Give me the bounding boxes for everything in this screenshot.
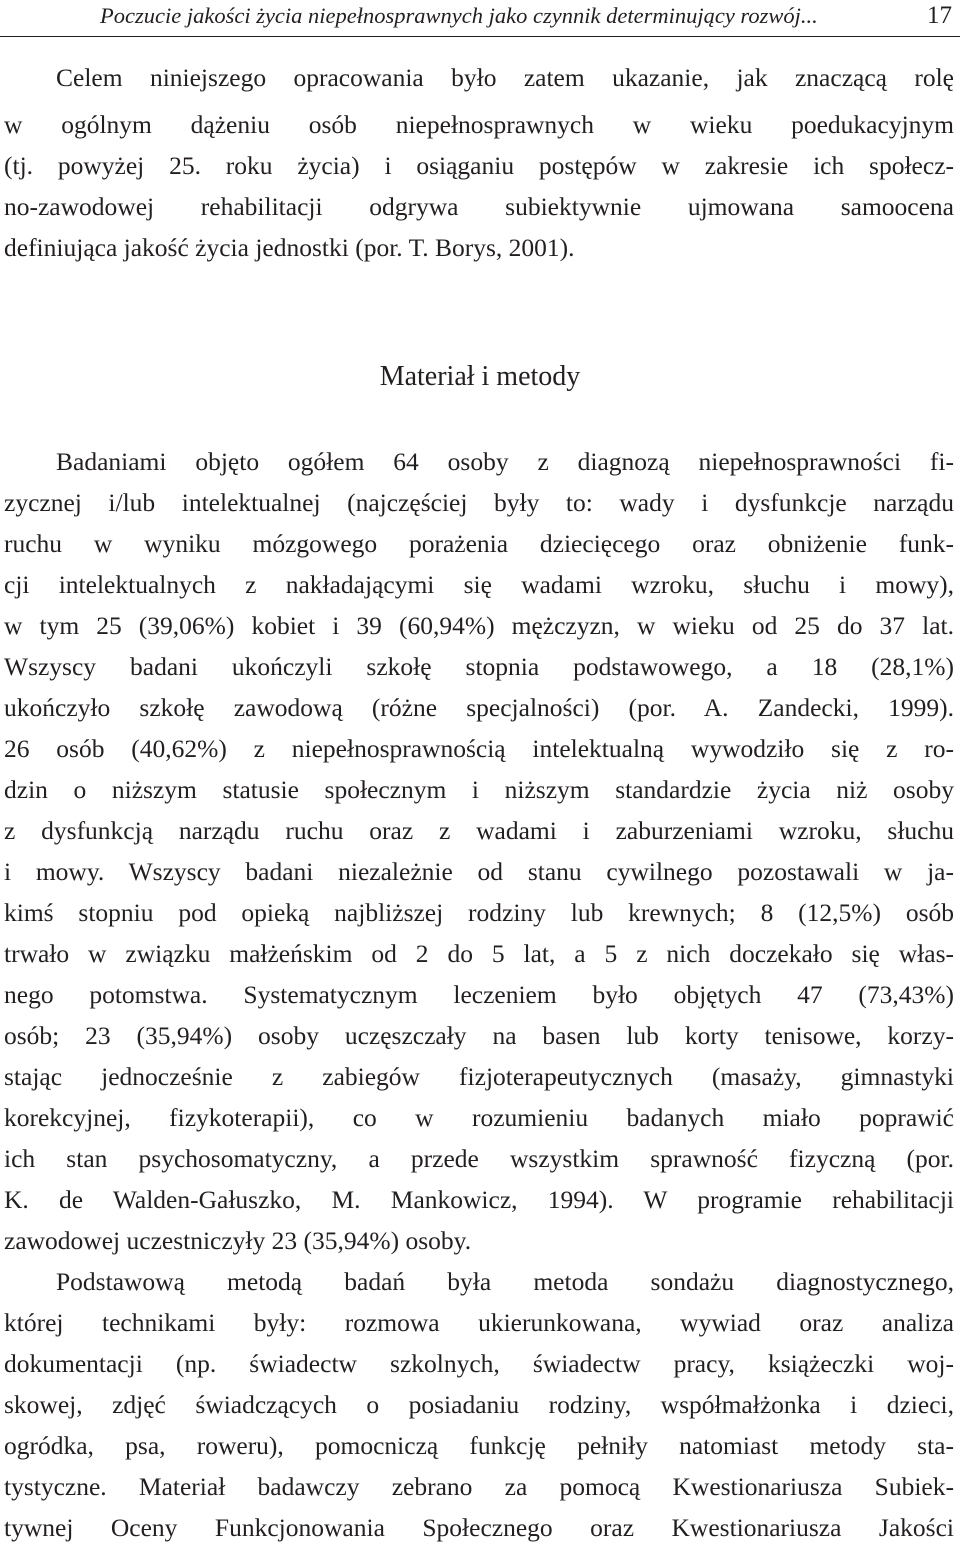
paragraph-line: skowej, zdjęć świadczących o posiadaniu rodziny, współmałżonka i dzieci, (4, 1390, 954, 1419)
paragraph-line: nego potomstwa. Systematycznym leczeniem było objętych 47 (73,43%) (4, 980, 954, 1009)
page-number: 17 (927, 2, 952, 29)
paragraph-line: definiująca jakość życia jednostki (por. T. Borys, 2001). (4, 233, 575, 262)
paragraph-line: tystyczne. Materiał badawczy zebrano za pomocą Kwestionariusza Subiek- (4, 1472, 954, 1501)
paragraph-line: dzin o niższym statusie społecznym i niższym standardzie życia niż osoby (4, 775, 954, 804)
paragraph-line: której technikami były: rozmowa ukierunkowana, wywiad oraz analiza (4, 1308, 954, 1337)
paragraph-line: zycznej i/lub intelektualnej (najczęściej były to: wady i dysfunkcje narządu (4, 488, 954, 517)
paragraph-line: stając jednocześnie z zabiegów fizjoterapeutycznych (masaży, gimnastyki (4, 1062, 954, 1091)
header-title: Poczucie jakości życia niepełnosprawnych jako czynnik determinujący rozwój... (100, 3, 818, 28)
paragraph-line: i mowy. Wszyscy badani niezależnie od stanu cywilnego pozostawali w ja- (4, 857, 954, 886)
paragraph-line: tywnej Oceny Funkcjonowania Społecznego oraz Kwestionariusza Jakości (4, 1513, 954, 1542)
running-header (0, 0, 960, 37)
paragraph-line: 26 osób (40,62%) z niepełnosprawnością intelektualną wywodziło się z ro- (4, 734, 954, 763)
paragraph-line: ruchu w wyniku mózgowego porażenia dziecięcego oraz obniżenie funk- (4, 529, 954, 558)
paragraph-line: w ogólnym dążeniu osób niepełnosprawnych w wieku poedukacyjnym (4, 110, 954, 139)
paragraph-line: ich stan psychosomatyczny, a przede wszystkim sprawność fizyczną (por. (4, 1144, 954, 1173)
paragraph-line: ukończyło szkołę zawodową (różne specjalności) (por. A. Zandecki, 1999). (4, 693, 954, 722)
paragraph-line: dokumentacji (np. świadectw szkolnych, świadectw pracy, książeczki woj- (4, 1349, 954, 1378)
paragraph-line: no-zawodowej rehabilitacji odgrywa subiektywnie ujmowana samoocena (4, 192, 954, 221)
paragraph-line: korekcyjnej, fizykoterapii), co w rozumieniu badanych miało poprawić (4, 1103, 954, 1132)
paragraph-line: osób; 23 (35,94%) osoby uczęszczały na basen lub korty tenisowe, korzy- (4, 1021, 954, 1050)
paragraph-line: cji intelektualnych z nakładającymi się wadami wzroku, słuchu i mowy), (4, 570, 954, 599)
paragraph-line: w tym 25 (39,06%) kobiet i 39 (60,94%) mężczyzn, w wieku od 25 do 37 lat. (4, 611, 954, 640)
paragraph-line: Celem niniejszego opracowania było zatem ukazanie, jak znaczącą rolę (56, 63, 954, 92)
paragraph-line: zawodowej uczestniczyły 23 (35,94%) osoby. (4, 1226, 472, 1255)
paragraph-line: kimś stopniu pod opieką najbliższej rodziny lub krewnych; 8 (12,5%) osób (4, 898, 954, 927)
section-heading: Materiał i metody (379, 361, 581, 392)
paragraph-line: z dysfunkcją narządu ruchu oraz z wadami i zaburzeniami wzroku, słuchu (4, 816, 954, 845)
paragraph-line: trwało w związku małżeńskim od 2 do 5 lat, a 5 z nich doczekało się włas- (4, 939, 954, 968)
paragraph-line: Wszyscy badani ukończyli szkołę stopnia podstawowego, a 18 (28,1%) (4, 652, 954, 681)
paragraph-line: (tj. powyżej 25. roku życia) i osiąganiu postępów w zakresie ich społecz- (4, 151, 954, 180)
paragraph-line: ogródka, psa, roweru), pomocniczą funkcję pełniły natomiast metody sta- (4, 1431, 954, 1460)
paragraph-line: K. de Walden-Gałuszko, M. Mankowicz, 1994). W programie rehabilitacji (4, 1185, 954, 1214)
paragraph-line: Podstawową metodą badań była metoda sondażu diagnostycznego, (56, 1267, 954, 1296)
paragraph-line: Badaniami objęto ogółem 64 osoby z diagnozą niepełnosprawności fi- (56, 447, 954, 476)
